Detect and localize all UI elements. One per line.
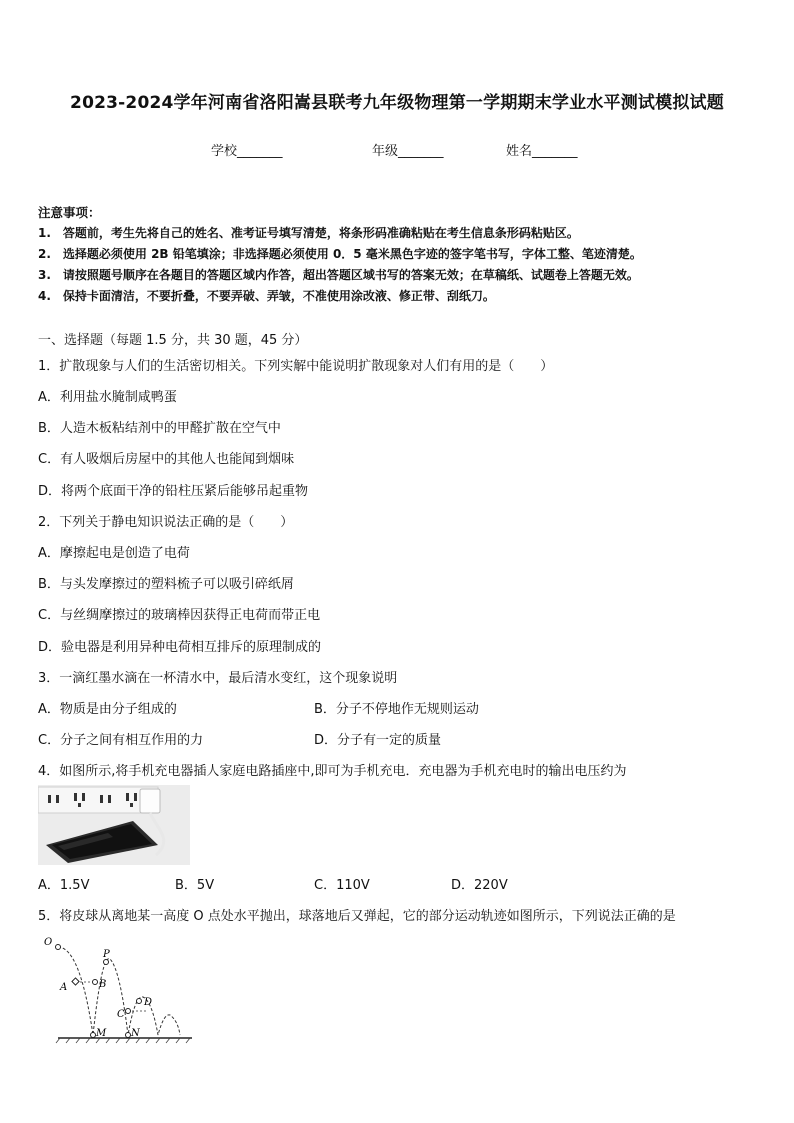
question-1-option-c: C．有人吸烟后房屋中的其他人也能闻到烟味 [38,452,295,467]
question-5-stem: 5．将皮球从离地某一高度 O 点处水平抛出，球落地后又弹起，它的部分运动轨迹如图所示，下列说法正确的是 [38,909,676,924]
note-item: 4. 保持卡面清洁，不要折叠，不要弄破、弄皱，不准使用涂改液、修正带、刮纸刀。 [38,289,495,303]
label-p: P [103,949,110,960]
question-4-option-b: B．5V [175,878,215,893]
question-3-option-c: C．分子之间有相互作用的力 [38,733,204,748]
school-field: 学校_______ [211,144,283,159]
label-c: C [117,1009,125,1020]
question-4-option-c: C．110V [314,878,370,893]
question-1-option-b: B．人造木板粘结剂中的甲醛扩散在空气中 [38,421,281,436]
question-3-option-a: A．物质是由分子组成的 [38,702,177,717]
note-item: 3. 请按照题号顺序在各题目的答题区域内作答，超出答题区域书写的答案无效；在草稿纸、试题卷上答题无效。 [38,268,639,282]
section-heading: 一、选择题（每题 1.5 分，共 30 题，45 分） [38,333,308,348]
question-4-stem: 4．如图所示,将手机充电器插人家庭电路插座中,即可为手机充电．充电器为手机充电时的输出电压约为 [38,764,627,779]
question-4-option-d: D．220V [451,878,508,893]
question-1-option-a: A．利用盐水腌制咸鸭蛋 [38,390,177,405]
page-title: 2023-2024学年河南省洛阳嵩县联考九年级物理第一学期期末学业水平测试模拟试题 [70,93,724,113]
label-m: M [96,1028,107,1039]
phone-charger-photo [38,785,190,865]
name-field: 姓名_______ [506,144,578,159]
label-b: B [99,979,107,990]
notes-heading: 注意事项： [38,205,101,220]
note-item: 1. 答题前，考生先将自己的姓名、准考证号填写清楚，将条形码准确粘贴在考生信息条形码粘贴区。 [38,226,579,240]
question-1-option-d: D．将两个底面干净的铅柱压紧后能够吊起重物 [38,484,309,499]
question-2-option-b: B．与头发摩擦过的塑料梳子可以吸引碎纸屑 [38,577,294,592]
question-2-stem: 2．下列关于静电知识说法正确的是（ ） [38,515,294,530]
question-2-option-c: C．与丝绸摩擦过的玻璃棒因获得正电荷而带正电 [38,608,321,623]
grade-field: 年级_______ [372,144,444,159]
label-o: O [44,937,53,948]
question-1-stem: 1．扩散现象与人们的生活密切相关。下列实解中能说明扩散现象对人们有用的是（ ） [38,359,554,374]
label-a: A [60,982,68,993]
question-3-stem: 3．一滴红墨水滴在一杯清水中，最后清水变红，这个现象说明 [38,671,398,686]
label-d: D [144,997,153,1008]
question-2-option-a: A．摩擦起电是创造了电荷 [38,546,190,561]
question-2-option-d: D．验电器是利用异种电荷相互排斥的原理制成的 [38,640,322,655]
label-n: N [131,1028,140,1039]
question-3-option-d: D．分子有一定的质量 [314,733,442,748]
question-4-option-a: A．1.5V [38,878,90,893]
note-item: 2. 选择题必须使用 2B 铅笔填涂；非选择题必须使用 0．5 毫米黑色字迹的签字笔书写，字体工整、笔迹清楚。 [38,247,642,261]
bouncing-ball-diagram [40,935,200,1045]
question-3-option-b: B．分子不停地作无规则运动 [314,702,479,717]
